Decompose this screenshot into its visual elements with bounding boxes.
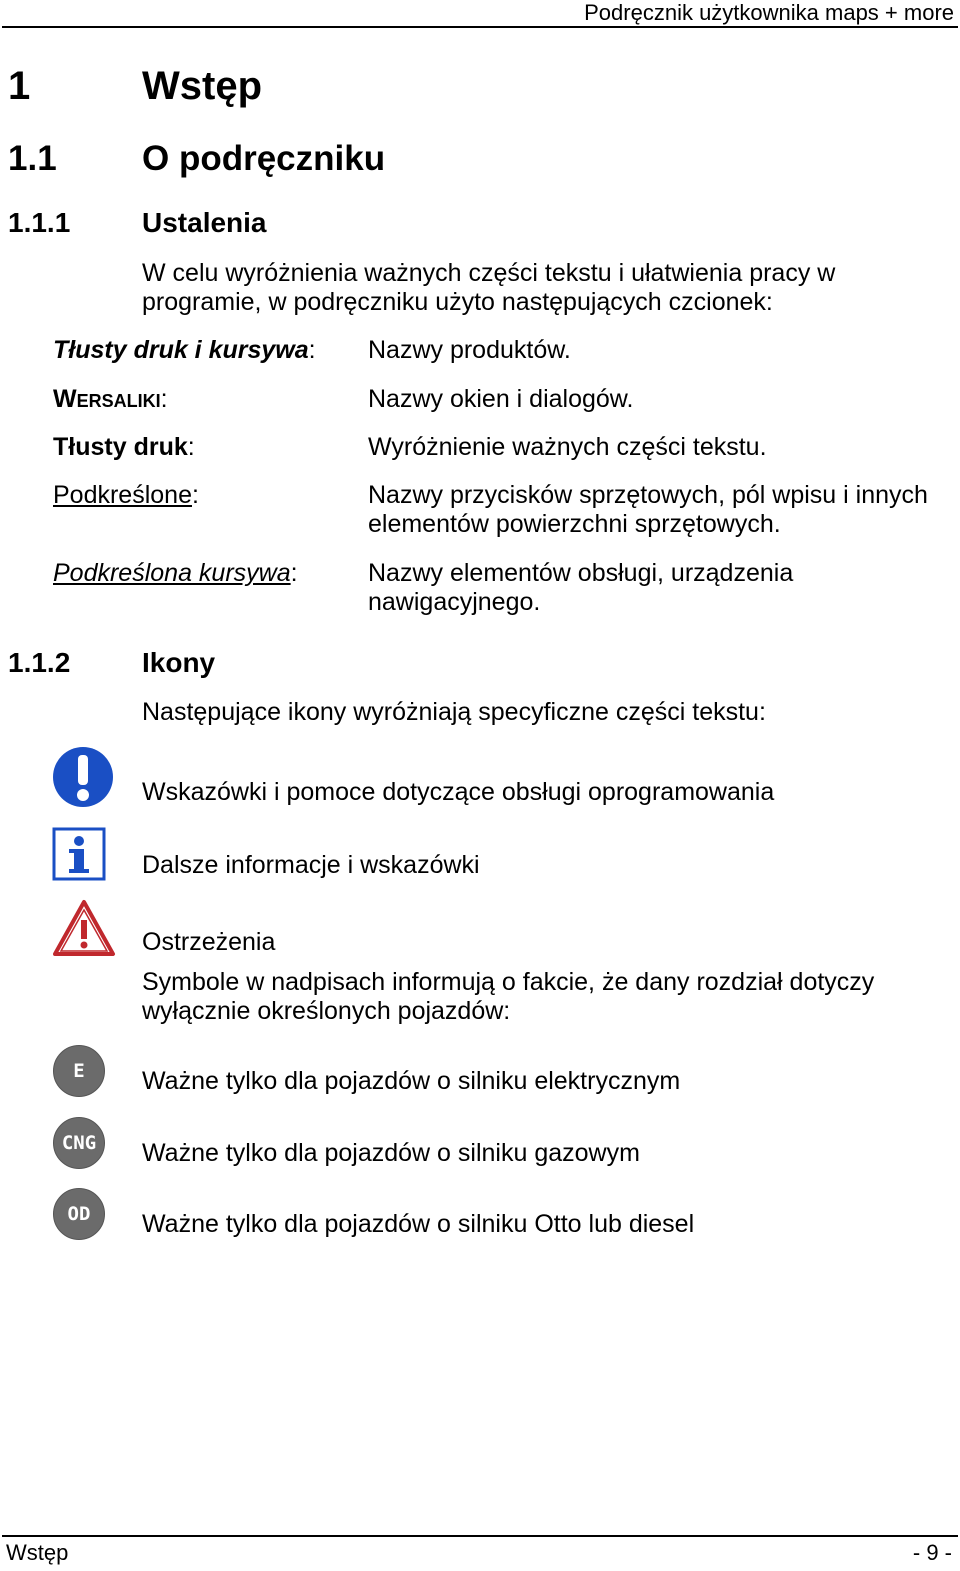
intro-line-1: W celu wyróżnienia ważnych części tekstu i ułatwienia pracy w	[142, 259, 836, 287]
convention-desc-capitals: Nazwy okien i dialogów.	[368, 385, 634, 413]
header-rule	[2, 26, 958, 28]
vehicle-desc-otto-diesel: Ważne tylko dla pojazdów o silniku Otto lub diesel	[142, 1210, 695, 1238]
convention-desc-underlined-line-2: elementów powierzchni sprzętowych.	[368, 510, 781, 538]
symbols-intro-line-1: Symbole w nadpisach informują o fakcie, że dany rozdział dotyczy	[142, 968, 875, 996]
chapter-title: Wstęp	[142, 64, 262, 108]
icon-desc-info: Dalsze informacje i wskazówki	[142, 851, 480, 879]
convention-desc-underlined-italic-line-2: nawigacyjnego.	[368, 588, 541, 616]
convention-label-bold-italic: Tłusty druk i kursywa:	[53, 336, 316, 364]
subsection-title: Ustalenia	[142, 207, 267, 238]
convention-label-bold: Tłusty druk:	[53, 433, 195, 461]
icons-intro: Następujące ikony wyróżniają specyficzne części tekstu:	[142, 698, 766, 726]
warning-icon	[52, 899, 116, 957]
intro-line-2: programie, w podręczniku użyto następujących czcionek:	[142, 288, 773, 316]
chapter-number: 1	[8, 64, 31, 108]
convention-label-underlined: Podkreślone:	[53, 481, 199, 509]
exclamation-icon	[52, 746, 114, 808]
convention-desc-underlined-line-1: Nazwy przycisków sprzętowych, pól wpisu i innych	[368, 481, 928, 509]
convention-label-capitals: Wersaliki:	[53, 385, 168, 413]
convention-label-underlined-italic: Podkreślona kursywa:	[53, 559, 298, 587]
section-number: 1.1	[8, 139, 57, 178]
convention-desc-bold: Wyróżnienie ważnych części tekstu.	[368, 433, 767, 461]
footer-rule	[2, 1535, 958, 1537]
otto-diesel-badge-icon: OD	[53, 1188, 105, 1240]
footer-chapter: Wstęp	[6, 1540, 69, 1565]
convention-desc-bold-italic: Nazwy produktów.	[368, 336, 571, 364]
page-number: - 9 -	[912, 1540, 952, 1565]
cng-badge-icon: CNG	[53, 1117, 105, 1169]
electric-badge-icon: E	[53, 1045, 105, 1097]
convention-desc-underlined-italic-line-1: Nazwy elementów obsługi, urządzenia	[368, 559, 794, 587]
symbols-intro-line-2: wyłącznie określonych pojazdów:	[142, 997, 511, 1025]
icon-desc-warnings: Ostrzeżenia	[142, 928, 276, 956]
section-title: O podręczniku	[142, 139, 386, 178]
vehicle-desc-electric: Ważne tylko dla pojazdów o silniku elektrycznym	[142, 1067, 681, 1095]
subsection-number: 1.1.2	[8, 647, 71, 678]
icon-desc-tips: Wskazówki i pomoce dotyczące obsługi oprogramowania	[142, 778, 775, 806]
vehicle-desc-cng: Ważne tylko dla pojazdów o silniku gazowym	[142, 1139, 640, 1167]
running-header: Podręcznik użytkownika maps + more	[584, 0, 954, 25]
info-icon	[52, 827, 106, 881]
subsection-title: Ikony	[142, 647, 216, 678]
subsection-number: 1.1.1	[8, 207, 71, 238]
